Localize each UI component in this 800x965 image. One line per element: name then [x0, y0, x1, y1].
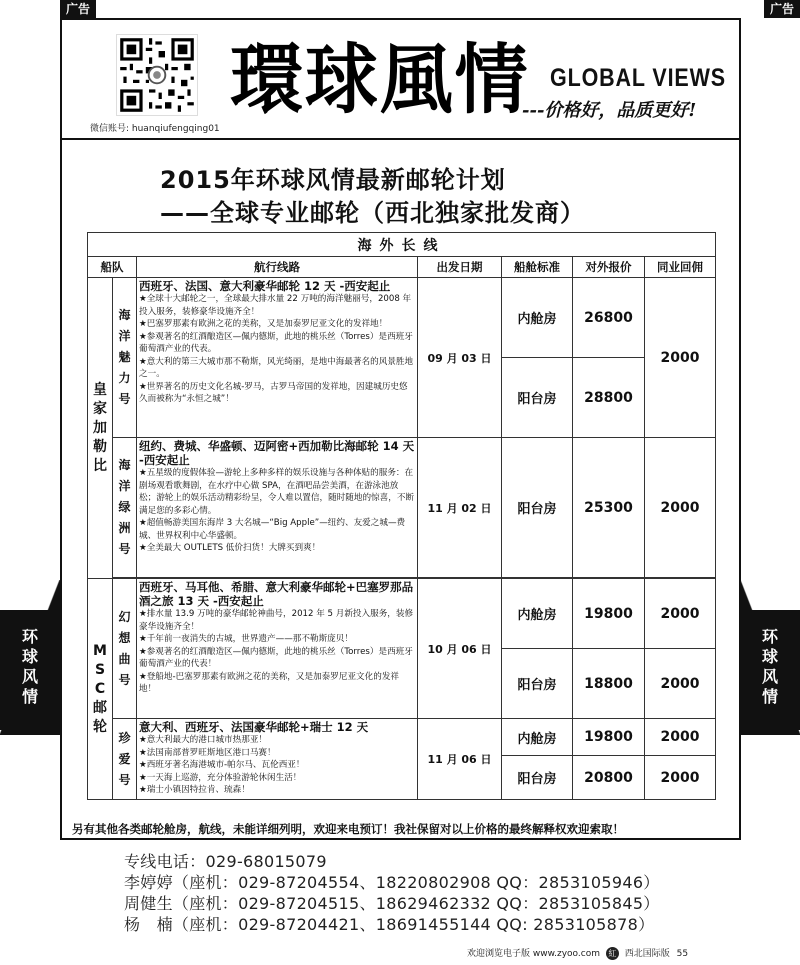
hotline: 专线电话：029-68015079 — [124, 852, 327, 871]
commission: 2000 — [645, 649, 716, 719]
table-row — [88, 579, 716, 649]
col-commission: 同业回佣 — [645, 257, 716, 278]
subheadline: ——全球专业邮轮（西北独家批发商） — [160, 199, 585, 227]
table-row — [88, 278, 716, 358]
ship-name: 海 洋 魅 力 号 — [113, 278, 137, 438]
ship-name: 海 洋 绿 洲 号 — [113, 438, 137, 578]
cabin-type: 内舱房 — [502, 719, 573, 756]
footer — [467, 946, 688, 960]
commission: 2000 — [645, 719, 716, 756]
departure-date: 11 月 02 日 — [418, 438, 502, 578]
commission: 2000 — [645, 438, 716, 578]
col-price: 对外报价 — [573, 257, 645, 278]
cabin-type: 阳台房 — [502, 756, 573, 800]
brand-logo: 環球風情 — [230, 35, 530, 124]
wechat-id: 微信账号: huanqiufengqing01 — [90, 124, 220, 134]
side-label-left: 环 球 风 情 — [21, 627, 38, 706]
price: 19800 — [573, 719, 645, 756]
col-fleet: 船队 — [88, 257, 137, 278]
disclaimer-note: 另有其他各类邮轮舱房，航线，未能详细列明，欢迎来电预订！我社保留对以上价格的最终解释权欢迎索取！ — [72, 822, 624, 836]
ship-name: 珍 爱 号 — [113, 719, 137, 800]
side-label-right: 环 球 风 情 — [761, 627, 778, 706]
commission: 2000 — [645, 756, 716, 800]
cabin-type: 阳台房 — [502, 649, 573, 719]
cruise-table — [87, 232, 715, 800]
contact-yang: 杨 楠（座机：029-87204421、18691455144 QQ: 2853105878） — [124, 915, 655, 934]
price: 25300 — [573, 438, 645, 578]
ship-name: 幻 想 曲 号 — [113, 579, 137, 719]
price: 28800 — [573, 358, 645, 438]
table-row — [88, 438, 716, 578]
table-header — [88, 257, 716, 278]
contact-list — [124, 851, 660, 935]
route-cell: 西班牙、法国、意大利豪华邮轮 12 天 -西安起止 ★全球十大邮轮之一，全球最大排水量 22 万吨的海洋魅丽号，2008 年投入服务，装修豪华设施齐全！ ★巴塞罗那素有欧洲之花的美称，又是加泰罗尼亚文化的发祥地！ ★参观著名的红酒酿造区—佩内德斯，此地的桃乐丝（Torres）是西班牙葡萄酒产业的代表。 ★意大利的第三大城市那不勒斯，风光绮丽，是地中海最著名的风景胜地之一。 ★世界著名的历史文化名城-罗马，古罗马帝国的发祥地，因建城历史悠久而被称为“永恒之城”！ — [137, 278, 418, 438]
ad-label-right: 广告 — [764, 0, 800, 18]
cabin-type: 内舱房 — [502, 579, 573, 649]
departure-date: 11 月 06 日 — [418, 719, 502, 800]
route-cell: 意大利、西班牙、法国豪华邮轮+瑞士 12 天 ★意大利最大的港口城市热那亚！ ★法国南部普罗旺斯地区港口马赛！ ★西班牙著名海港城市-帕尔马、瓦伦西亚！ ★一天海上巡游，充分体验游轮休闲生活！ ★瑞士小镇因特拉肯、琉森！ — [137, 719, 418, 800]
route-cell: 纽约、费城、华盛顿、迈阿密+西加勒比海邮轮 14 天 -西安起止 ★五星级的度假体验—游轮上多种多样的娱乐设施与各种体贴的服务：在剧场观看歌舞剧，在水疗中心做 SPA，在酒吧品尝美酒，在游泳池放松；游轮上的娱乐活动精彩纷呈，令人难以置信，随时随地的惊喜，不断满足您的多彩心情。 ★超值畅游美国东海岸 3 大名城—“Big Apple”—纽约、友爱之城—费城、世界权利中心华盛顿。 ★全美最大 OUTLETS 低价扫货！大牌买到爽！ — [137, 438, 418, 578]
departure-date: 09 月 03 日 — [418, 278, 502, 438]
ad-frame — [60, 18, 741, 840]
page-number: 55 — [676, 949, 689, 959]
col-date: 出发日期 — [418, 257, 502, 278]
section-title: 海外长线 — [88, 233, 716, 257]
departure-date: 10 月 06 日 — [418, 579, 502, 719]
cabin-type: 内舱房 — [502, 278, 573, 358]
headline: 2015年环球风情最新邮轮计划 — [160, 166, 506, 194]
commission: 2000 — [645, 579, 716, 649]
ad-label-left: 广告 — [60, 0, 96, 18]
fleet-name: M S C 邮 轮 — [88, 579, 113, 800]
price: 20800 — [573, 756, 645, 800]
cabin-type: 阳台房 — [502, 438, 573, 578]
header — [62, 20, 739, 140]
edition-label: 西北国际版 — [624, 949, 670, 959]
contact-li: 李婷婷（座机：029-87204554、18220802908 QQ：2853105946） — [124, 873, 660, 892]
footer-link[interactable]: 欢迎浏览电子版 www.zyoo.com — [467, 949, 600, 959]
contact-zhou: 周健生（座机：029-87204515、18629462332 QQ：2853105845） — [124, 894, 660, 913]
slogan: ---价格好，品质更好! — [522, 100, 697, 121]
cabin-type: 阳台房 — [502, 358, 573, 438]
price: 26800 — [573, 278, 645, 358]
qr-code[interactable] — [116, 34, 198, 116]
footer-badge: 紅 — [606, 947, 619, 960]
price: 18800 — [573, 649, 645, 719]
table-row — [88, 719, 716, 756]
col-cabin: 船舱标准 — [502, 257, 573, 278]
commission: 2000 — [645, 278, 716, 438]
global-views-text: GLOBAL VIEWS — [550, 64, 726, 92]
col-route: 航行线路 — [137, 257, 418, 278]
route-cell: 西班牙、马耳他、希腊、意大利豪华邮轮+巴塞罗那品酒之旅 13 天 -西安起止 ★排水量 13.9 万吨的豪华邮轮神曲号，2012 年 5 月新投入服务，装修豪华设施齐全！ ★千年前一夜消失的古城，世界遗产——那不勒斯庞贝！ ★参观著名的红酒酿造区—佩内德斯，此地的桃乐丝（Torres）是西班牙葡萄酒产业的代表！ ★登船地-巴塞罗那素有欧洲之花的美称，又是加泰罗尼亚文化的发祥地！ — [137, 579, 418, 719]
price: 19800 — [573, 579, 645, 649]
fleet-name: 皇 家 加 勒 比 — [88, 278, 113, 579]
